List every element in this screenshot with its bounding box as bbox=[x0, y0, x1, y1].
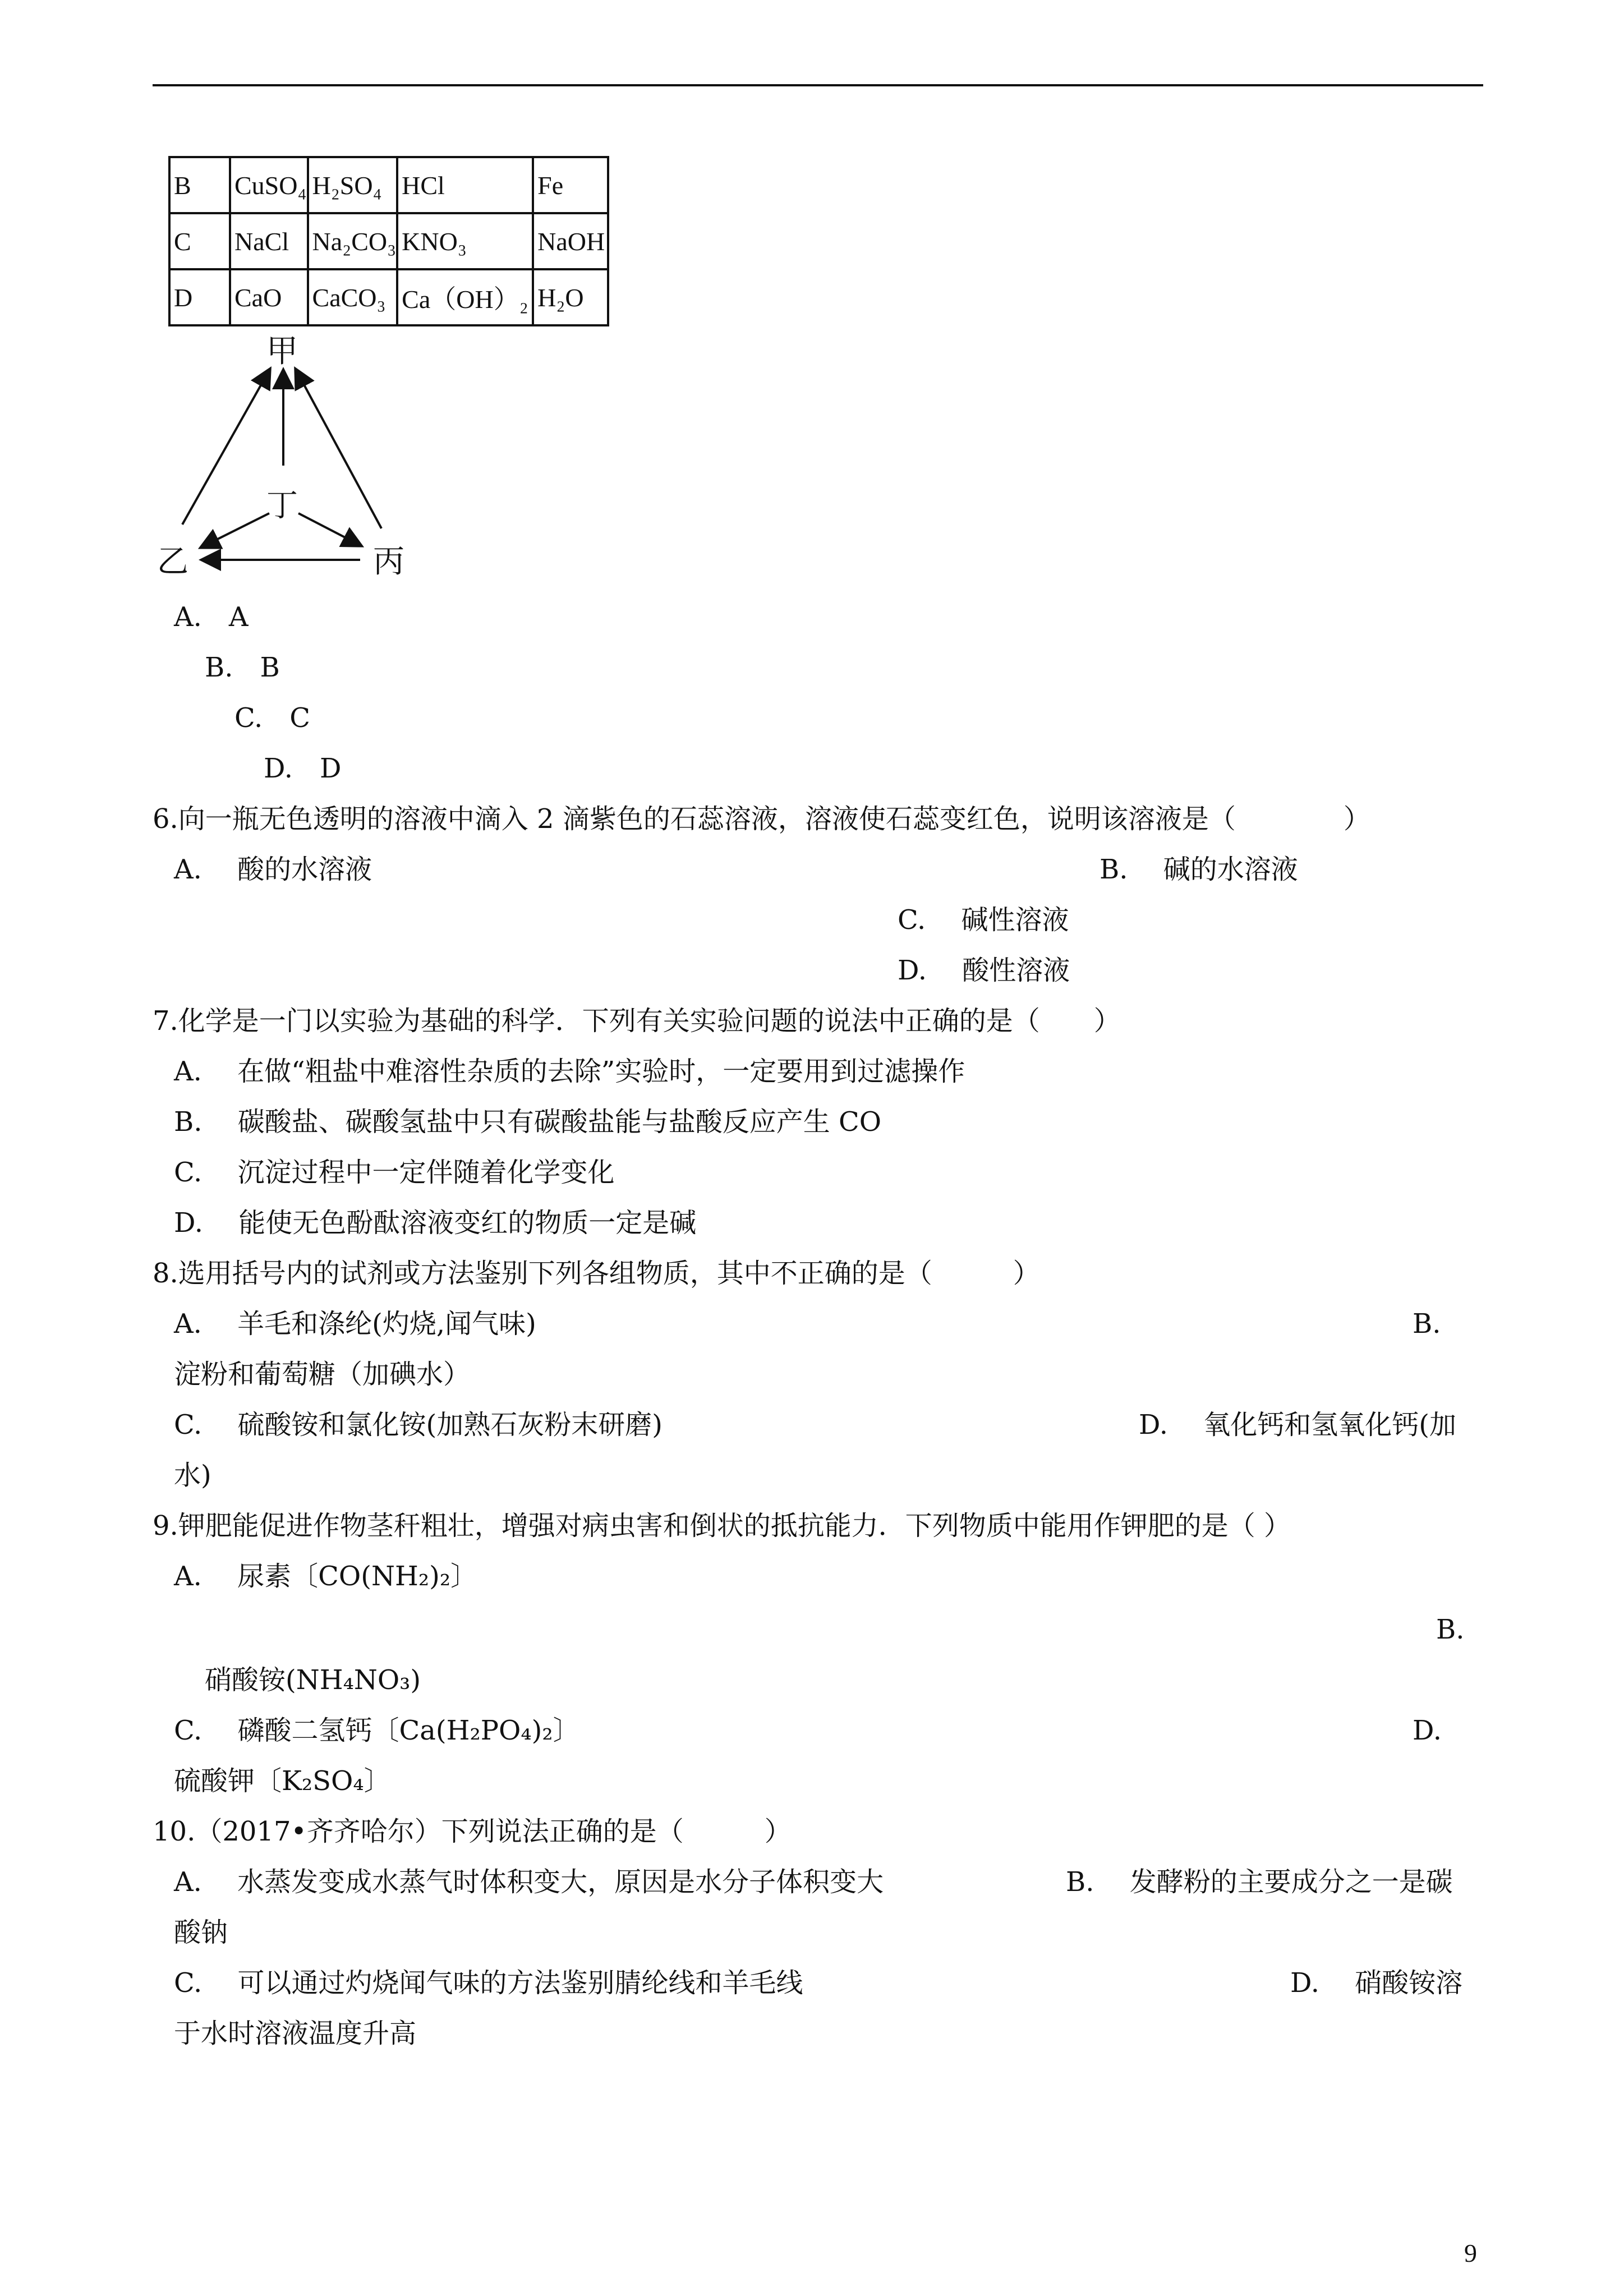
table-cell: HCl bbox=[397, 157, 533, 213]
q9-option-a: A. 尿素〔CO(NH₂)₂〕 bbox=[174, 1561, 478, 1592]
arrow-bing-to-jia bbox=[296, 370, 381, 528]
q7-option-b: B. 碳酸盐、碳酸氢盐中只有碳酸盐能与盐酸反应产生 CO bbox=[174, 1106, 882, 1138]
table-cell: H₂O bbox=[533, 269, 608, 325]
q5-option-b: B. B bbox=[205, 652, 280, 683]
q8-option-c: C. 硫酸铵和氯化铵(加熟石灰粉末研磨) bbox=[174, 1409, 663, 1441]
table-cell: C bbox=[169, 213, 230, 269]
table-cell: H₂SO₄ bbox=[308, 157, 398, 213]
q9-option-c: C. 磷酸二氢钙〔Ca(H₂PO₄)₂〕 bbox=[174, 1715, 580, 1746]
q6-option-a: A. 酸的水溶液 bbox=[174, 854, 372, 885]
table-cell: NaOH bbox=[533, 213, 608, 269]
q5-option-a: A. A bbox=[174, 601, 249, 633]
node-ding: 丁 bbox=[266, 487, 298, 524]
q7-option-a: A. 在做“粗盐中难溶性杂质的去除”实验时，一定要用到过滤操作 bbox=[174, 1056, 965, 1087]
q10-option-a: A. 水蒸发变成水蒸气时体积变大，原因是水分子体积变大 bbox=[174, 1866, 884, 1898]
q10-option-d-cont: 于水时溶液温度升高 bbox=[174, 2018, 417, 2049]
q6-option-b: B. 碱的水溶液 bbox=[1099, 854, 1298, 885]
header-rule bbox=[153, 84, 1483, 86]
table-cell: Ca（OH）₂ bbox=[397, 269, 533, 325]
node-bing: 丙 bbox=[373, 544, 404, 580]
q7-stem: 7.化学是一门以实验为基础的科学．下列有关实验问题的说法中正确的是（ ） bbox=[153, 1005, 1121, 1037]
q9-option-d-label: D. bbox=[1413, 1715, 1442, 1746]
reagent-table bbox=[168, 156, 609, 326]
arrow-yi-to-jia bbox=[182, 370, 269, 524]
q10-option-d: D. 硝酸铵溶 bbox=[1290, 1967, 1463, 1999]
q5-option-c: C. C bbox=[234, 702, 311, 734]
q8-option-b-label: B. bbox=[1413, 1308, 1441, 1340]
q9-option-d-text: 硫酸钾〔K₂SO₄〕 bbox=[174, 1765, 391, 1797]
table-cell: CaCO₃ bbox=[308, 269, 398, 325]
q6-stem: 6.向一瓶无色透明的溶液中滴入 2 滴紫色的石蕊溶液，溶液使石蕊变红色，说明该溶液是（ ） bbox=[153, 803, 1370, 835]
table-cell: D bbox=[169, 269, 230, 325]
q8-option-d: D. 氧化钙和氢氧化钙(加 bbox=[1139, 1409, 1457, 1441]
q9-option-b-label: B. bbox=[1436, 1614, 1465, 1645]
q8-option-b-text: 淀粉和葡萄糖（加碘水） bbox=[174, 1359, 471, 1390]
table-cell: KNO₃ bbox=[397, 213, 533, 269]
table-cell: CuSO₄ bbox=[230, 157, 308, 213]
q6-option-c: C. 碱性溶液 bbox=[898, 904, 1069, 936]
q10-option-c: C. 可以通过灼烧闻气味的方法鉴别腈纶线和羊毛线 bbox=[174, 1967, 803, 1999]
q10-option-b-cont: 酸钠 bbox=[174, 1917, 228, 1948]
table-cell: CaO bbox=[230, 269, 308, 325]
table-row bbox=[169, 269, 608, 325]
q10-option-b: B. 发酵粉的主要成分之一是碳 bbox=[1066, 1866, 1453, 1898]
reaction-diagram bbox=[151, 331, 410, 589]
table-cell: Fe bbox=[533, 157, 608, 213]
table-cell: B bbox=[169, 157, 230, 213]
q6-option-d: D. 酸性溶液 bbox=[898, 955, 1070, 986]
table-row bbox=[169, 157, 608, 213]
q10-stem: 10.（2017•齐齐哈尔）下列说法正确的是（ ） bbox=[153, 1816, 792, 1847]
table-row bbox=[169, 213, 608, 269]
page-number: 9 bbox=[1464, 2239, 1477, 2267]
table-cell: NaCl bbox=[230, 213, 308, 269]
node-yi: 乙 bbox=[157, 544, 188, 580]
arrow-ding-to-yi bbox=[202, 513, 269, 547]
q5-option-d: D. D bbox=[264, 753, 342, 784]
q9-option-b-text: 硝酸铵(NH₄NO₃) bbox=[205, 1664, 421, 1696]
q8-option-a: A. 羊毛和涤纶(灼烧,闻气味) bbox=[174, 1308, 536, 1340]
table-cell: Na₂CO₃ bbox=[308, 213, 398, 269]
q8-option-d-cont: 水) bbox=[174, 1460, 211, 1491]
arrow-ding-to-bing bbox=[298, 513, 360, 545]
node-jia: 甲 bbox=[266, 333, 298, 370]
q8-stem: 8.选用括号内的试剂或方法鉴别下列各组物质，其中不正确的是（ ） bbox=[153, 1258, 1040, 1289]
q9-stem: 9.钾肥能促进作物茎秆粗壮，增强对病虫害和倒状的抵抗能力．下列物质中能用作钾肥的是（ ） bbox=[153, 1510, 1291, 1542]
q7-option-c: C. 沉淀过程中一定伴随着化学变化 bbox=[174, 1157, 615, 1188]
q7-option-d: D. 能使无色酚酞溶液变红的物质一定是碱 bbox=[174, 1207, 697, 1239]
